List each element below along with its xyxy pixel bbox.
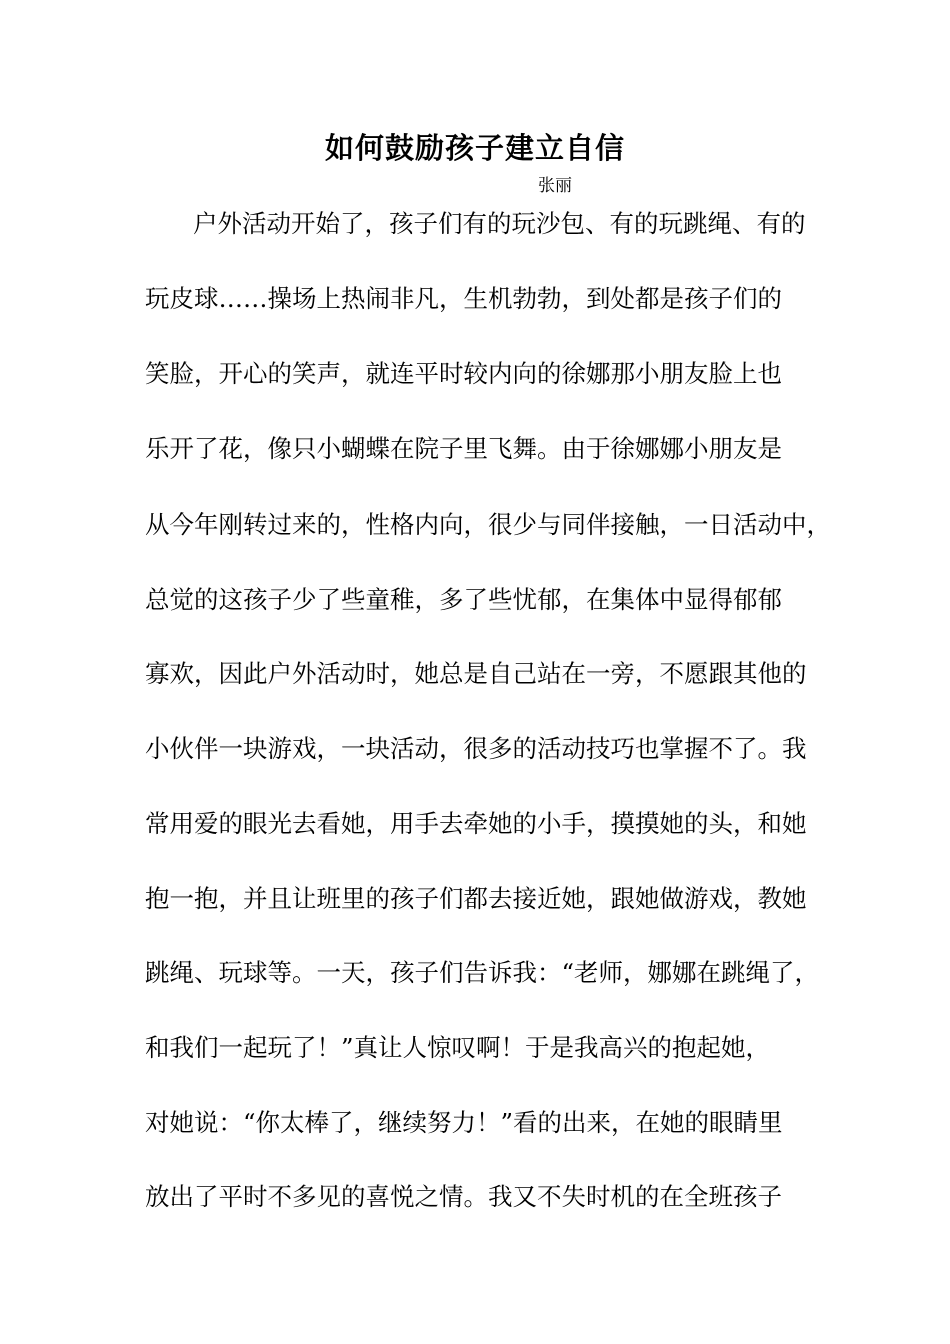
body-line-13: 对她说：“你太棒了，继续努力！”看的出来，在她的眼睛里 bbox=[145, 1108, 783, 1137]
body-line-7: 寡欢，因此户外活动时，她总是自己站在一旁，不愿跟其他的 bbox=[145, 659, 807, 688]
author-name: 张丽 bbox=[538, 176, 572, 196]
document-title: 如何鼓励孩子建立自信 bbox=[324, 131, 625, 165]
body-line-14: 放出了平时不多见的喜悦之情。我又不失时机的在全班孩子 bbox=[145, 1182, 782, 1211]
body-line-9: 常用爱的眼光去看她，用手去牵她的小手，摸摸她的头，和她 bbox=[145, 809, 807, 838]
body-line-3: 笑脸，开心的笑声，就连平时较内向的徐娜那小朋友脸上也 bbox=[145, 359, 782, 388]
body-line-12: 和我们一起玩了！”真让人惊叹啊！于是我高兴的抱起她， bbox=[145, 1033, 771, 1062]
body-line-2: 玩皮球……操场上热闹非凡，生机勃勃，到处都是孩子们的 bbox=[145, 284, 782, 313]
body-line-5: 从今年刚转过来的，性格内向，很少与同伴接触，一日活动中， bbox=[145, 510, 831, 539]
body-line-4: 乐开了花，像只小蝴蝶在院子里飞舞。由于徐娜娜小朋友是 bbox=[145, 434, 782, 463]
body-line-1: 户外活动开始了，孩子们有的玩沙包、有的玩跳绳、有的 bbox=[193, 209, 806, 238]
body-line-8: 小伙伴一块游戏，一块活动，很多的活动技巧也掌握不了。我 bbox=[145, 734, 807, 763]
body-line-11: 跳绳、玩球等。一天，孩子们告诉我：“老师，娜娜在跳绳了， bbox=[145, 958, 820, 987]
body-line-10: 抱一抱，并且让班里的孩子们都去接近她，跟她做游戏，教她 bbox=[145, 884, 807, 913]
body-line-6: 总觉的这孩子少了些童稚，多了些忧郁，在集体中显得郁郁 bbox=[145, 585, 782, 614]
